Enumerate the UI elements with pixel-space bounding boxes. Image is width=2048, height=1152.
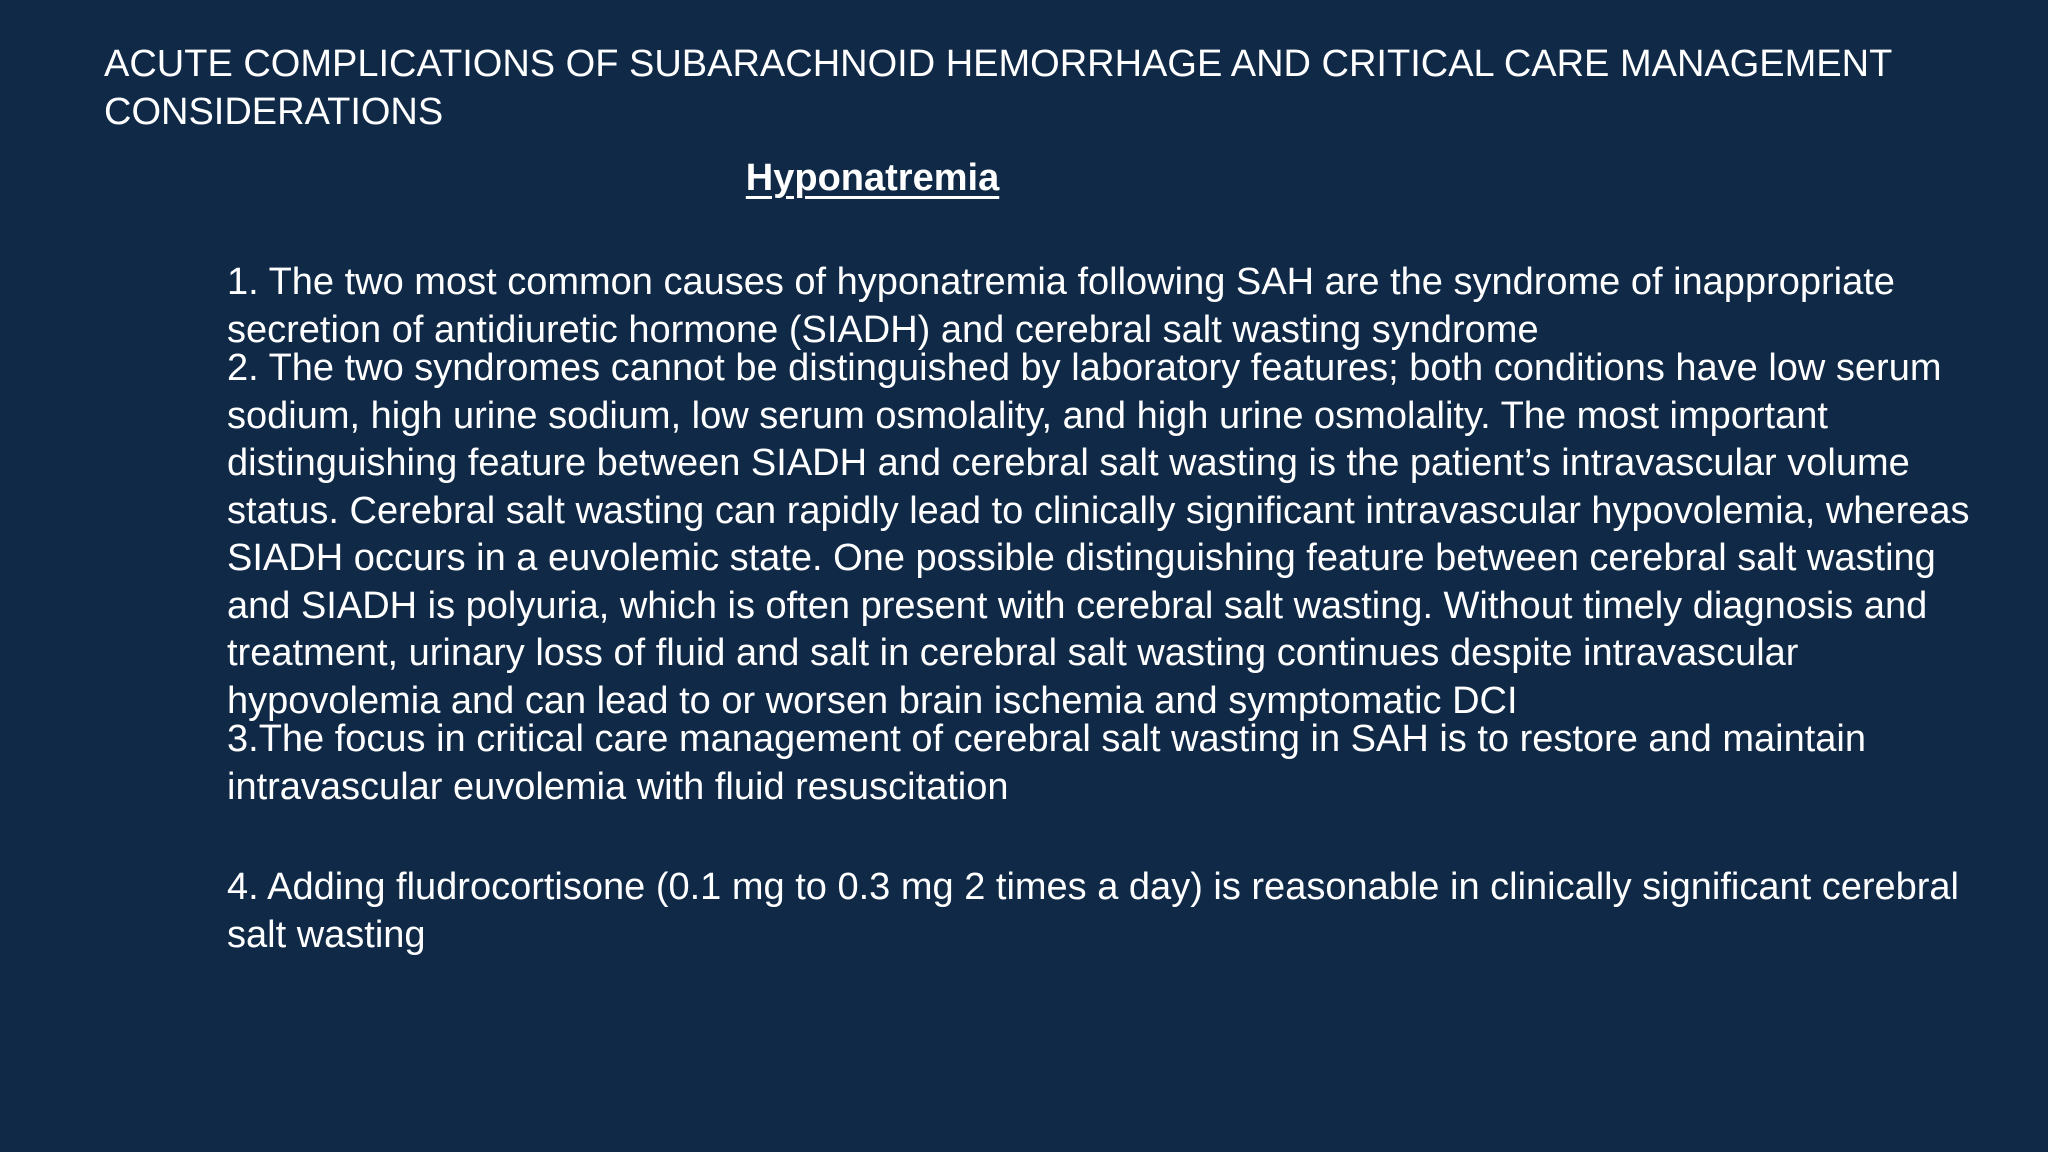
point-3: 3.The focus in critical care management of cerebral salt wasting in SAH is to restore and maintain intravascular euvolemia with fluid resuscitation [227,718,1866,808]
bullet-list [227,259,1987,959]
point-2: 2. The two syndromes cannot be distinguished by laboratory features; both conditions have low serum sodium, high urine sodium, low serum osmolality, and high urine osmolality. The most important distinguishing feature between SIADH and cerebral salt wasting is the patient’s intravascular volume status. Cerebral salt wasting can rapidly lead to clinically significant intravascular hypovolemia, whereas SIADH occurs in a euvolemic state. One possible distinguishing feature between cerebral salt wasting and SIADH is polyuria, which is often present with cerebral salt wasting. Without timely diagnosis and treatment, urinary loss of fluid and salt in cerebral salt wasting continues despite intravascular hypovolemia and can lead to or worsen brain ischemia and symptomatic DCI [227,347,1970,722]
point-4: 4. Adding fludrocortisone (0.1 mg to 0.3 mg 2 times a day) is reasonable in clinically significant cerebral salt wasting [227,866,1959,956]
point-1: 1. The two most common causes of hyponatremia following SAH are the syndrome of inappropriate secretion of antidiuretic hormone (SIADH) and cerebral salt wasting syndrome [227,261,1895,351]
section-heading: Hyponatremia [745,157,1000,199]
slide-title: ACUTE COMPLICATIONS OF SUBARACHNOID HEMORRHAGE AND CRITICAL CARE MANAGEMENT CONSIDERATIONS [104,43,1892,133]
